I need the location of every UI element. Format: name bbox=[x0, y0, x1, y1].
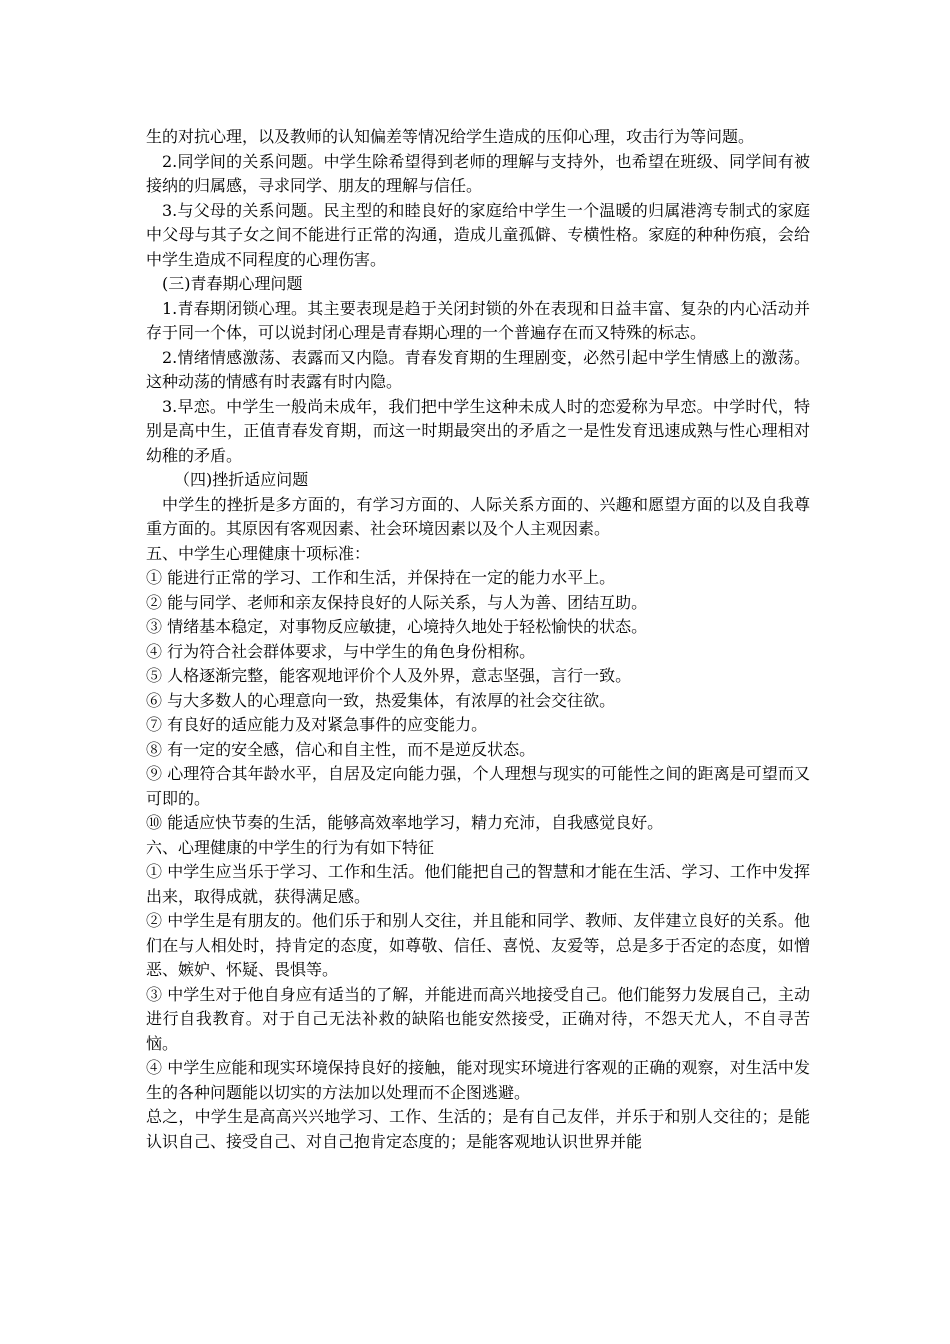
paragraph: ④ 行为符合社会群体要求，与中学生的角色身份相称。 bbox=[146, 641, 536, 661]
paragraph: 生的对抗心理，以及教师的认知偏差等情况给学生造成的压仰心理，攻击行为等问题。 bbox=[146, 127, 755, 146]
paragraph: ⑩ 能适应快节奏的生活，能够高效率地学习，精力充沛，自我感觉良好。 bbox=[146, 813, 664, 832]
paragraph: 五、中学生心理健康十项标准： bbox=[146, 543, 371, 563]
paragraph: 中学生的挫折是多方面的，有学习方面的、人际关系方面的、兴趣和愿望方面的以及自我尊重方面的。其原因有客观因素、社会环境因素以及个人主观因素。 bbox=[146, 494, 810, 538]
paragraph: ⑨ 心理符合其年龄水平，自居及定向能力强，个人理想与现实的可能性之间的距离是可望而又可即的。 bbox=[146, 764, 810, 808]
paragraph: 3.早恋。中学生一般尚未成年，我们把中学生这种未成人时的恋爱称为早恋。中学时代，特别是高中生，正值青春发育期，而这一时期最突出的矛盾之一是性发育迅速成熟与性心理相对幼稚的矛盾。 bbox=[146, 396, 810, 465]
paragraph: ⑦ 有良好的适应能力及对紧急事件的应变能力。 bbox=[146, 715, 488, 734]
paragraph: ① 中学生应当乐于学习、工作和生活。他们能把自己的智慧和才能在生活、学习、工作中发挥出来，取得成就，获得满足感。 bbox=[146, 862, 810, 906]
paragraph: ② 能与同学、老师和亲友保持良好的人际关系，与人为善、团结互助。 bbox=[146, 592, 648, 612]
paragraph: ③ 中学生对于他自身应有适当的了解，并能进而高兴地接受自己。他们能努力发展自己，主动进行自我教育。对于自己无法补救的缺陷也能安然接受，正确对待，不怨天尤人，不自寻苦恼。 bbox=[146, 984, 810, 1053]
paragraph: 3.与父母的关系问题。民主型的和睦良好的家庭给中学生一个温暖的归属港湾专制式的家庭中父母与其子女之间不能进行正常的沟通，造成儿童孤僻、专横性格。家庭的种种伤痕，会给中学生造成不同程度的心理伤害。 bbox=[146, 200, 810, 269]
paragraph: 2.情绪情感激荡、表露而又内隐。青春发育期的生理剧变，必然引起中学生情感上的激荡。这种动荡的情感有时表露有时内隐。 bbox=[146, 347, 810, 391]
paragraph: ③ 情绪基本稳定，对事物反应敏捷，心境持久地处于轻松愉快的状态。 bbox=[146, 617, 648, 636]
paragraph: ① 能进行正常的学习、工作和生活，并保持在一定的能力水平上。 bbox=[146, 568, 616, 587]
paragraph: （四)挫折适应问题 bbox=[174, 470, 309, 489]
paragraph: ⑧ 有一定的安全感，信心和自主性，而不是逆反状态。 bbox=[146, 739, 536, 759]
paragraph: (三)青春期心理问题 bbox=[162, 274, 303, 293]
paragraph: 六、心理健康的中学生的行为有如下特征 bbox=[146, 837, 435, 857]
document-page bbox=[146, 125, 810, 1154]
paragraph: ⑥ 与大多数人的心理意向一致，热爱集体，有浓厚的社会交往欲。 bbox=[146, 690, 616, 710]
paragraph: ⑤ 人格逐渐完整，能客观地评价个人及外界，意志坚强，言行一致。 bbox=[146, 666, 632, 685]
paragraph: ④ 中学生应能和现实环境保持良好的接触，能对现实环境进行客观的正确的观察，对生活中发生的各种问题能以切实的方法加以处理而不企图逃避。 bbox=[146, 1058, 810, 1102]
paragraph: 总之，中学生是高高兴兴地学习、工作、生活的；是有自己友伴，并乐于和别人交往的；是能认识自己、接受自己、对自己抱肯定态度的；是能客观地认识世界并能 bbox=[146, 1107, 810, 1151]
paragraph: ② 中学生是有朋友的。他们乐于和别人交往，并且能和同学、教师、友伴建立良好的关系。他们在与人相处时，持肯定的态度，如尊敬、信任、喜悦、友爱等，总是多于否定的态度，如憎恶、嫉妒、怀疑、畏惧等。 bbox=[146, 911, 810, 979]
paragraph: 2.同学间的关系问题。中学生除希望得到老师的理解与支持外，也希望在班级、同学间有被接纳的归属感，寻求同学、朋友的理解与信任。 bbox=[146, 151, 810, 195]
paragraph: 1.青春期闭锁心理。其主要表现是趋于关闭封锁的外在表现和日益丰富、复杂的内心活动并存于同一个体，可以说封闭心理是青春期心理的一个普遍存在而又特殊的标志。 bbox=[146, 298, 810, 342]
